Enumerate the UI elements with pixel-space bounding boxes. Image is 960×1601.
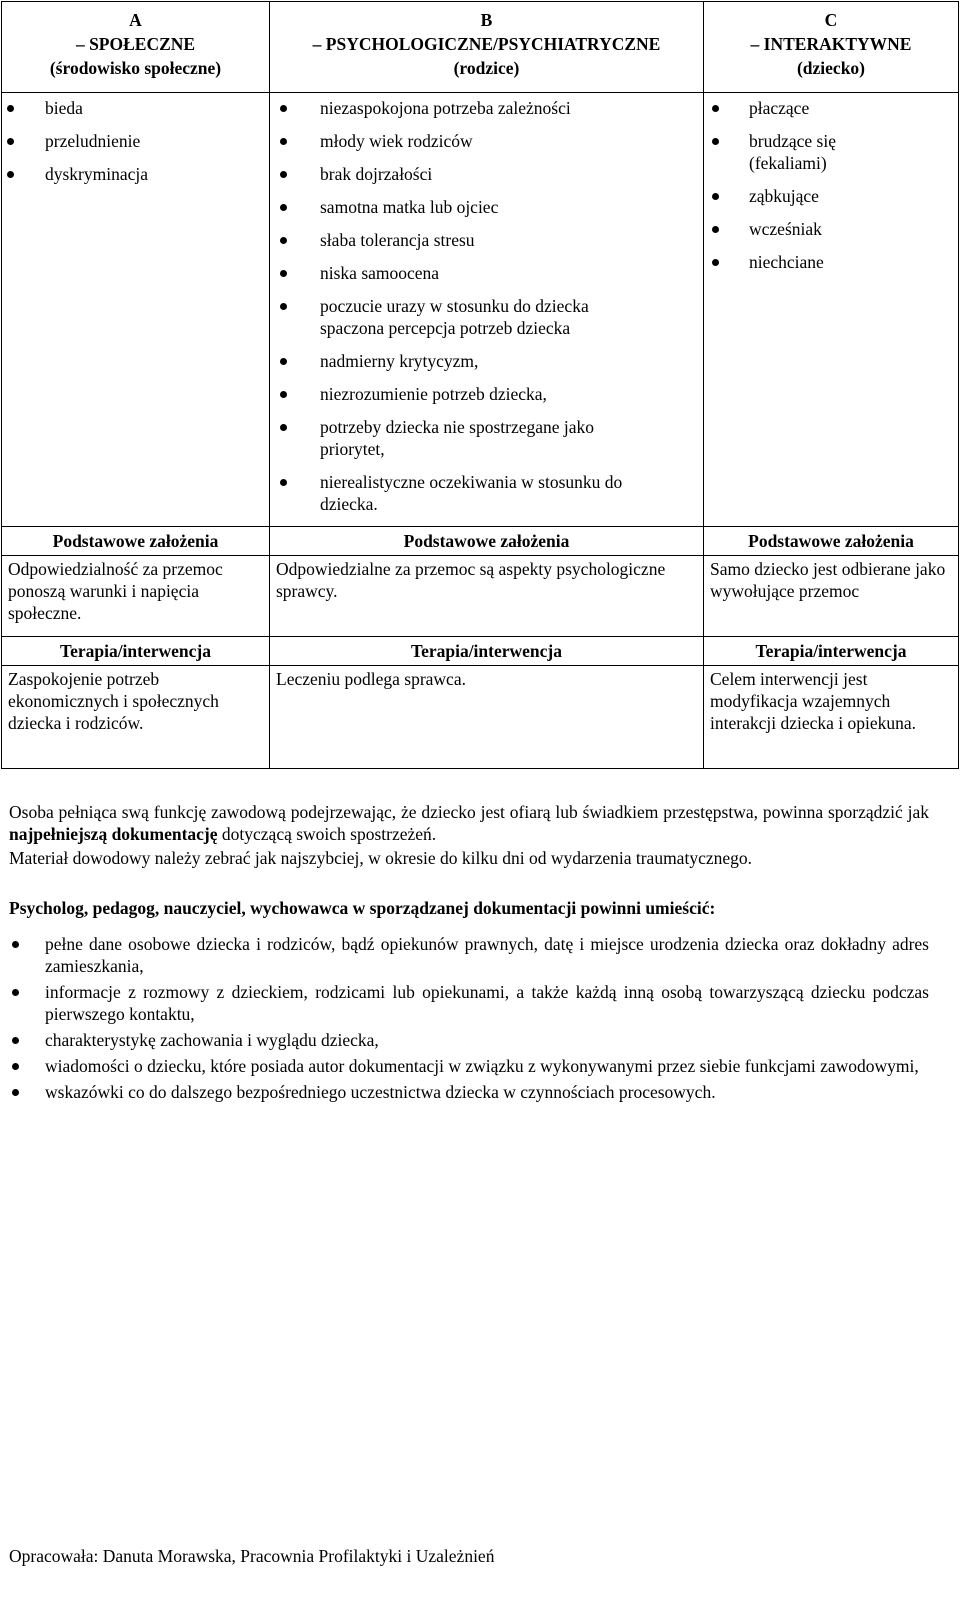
factor-list-b — [270, 97, 703, 515]
list-item: niechciane — [704, 251, 958, 273]
assumption-b: Odpowiedzialne za przemoc są aspekty psychologiczne sprawcy. — [270, 556, 704, 637]
list-item: wcześniak — [704, 218, 958, 240]
column-header-b — [270, 2, 704, 93]
list-item: wskazówki co do dalszego bezpośredniego uczestnictwa dziecka w czynnościach procesowych. — [9, 1081, 929, 1103]
assumption-c: Samo dziecko jest odbierane jako wywołujące przemoc — [704, 556, 959, 637]
therapy-c: Celem interwencji jest modyfikacja wzajemnych interakcji dziecka i opiekuna. — [704, 666, 959, 769]
section-label: Terapia/interwencja — [2, 637, 270, 666]
list-item: bieda — [2, 97, 269, 119]
therapy-b: Leczeniu podlega sprawca. — [270, 666, 704, 769]
column-letter: C — [824, 10, 838, 30]
list-item: samotna matka lub ojciec — [270, 196, 703, 218]
column-subtitle: (dziecko) — [796, 58, 866, 78]
list-item: dyskryminacja — [2, 163, 269, 185]
therapy-header-row — [2, 637, 959, 666]
list-item: potrzeby dziecka nie spostrzegane jako priorytet, — [270, 416, 650, 460]
list-item: niska samoocena — [270, 262, 703, 284]
factors-cell-b — [270, 93, 704, 527]
list-item: przeludnienie — [2, 130, 269, 152]
column-subtitle: (środowisko społeczne) — [49, 58, 222, 78]
column-letter: A — [129, 10, 142, 30]
list-item: słaba tolerancja stresu — [270, 229, 703, 251]
list-item: charakterystykę zachowania i wyglądu dziecka, — [9, 1029, 929, 1051]
therapy-row — [2, 666, 959, 769]
therapy-a: Zaspokojenie potrzeb ekonomicznych i społecznych dziecka i rodziców. — [2, 666, 270, 769]
section-label: Terapia/interwencja — [270, 637, 704, 666]
factors-cell-c — [704, 93, 959, 527]
column-subtitle: (rodzice) — [453, 58, 520, 78]
assumptions-header-row — [2, 527, 959, 556]
paragraph-text: dotyczącą swoich spostrzeżeń. — [217, 824, 437, 844]
emphasis-text: najpełniejszą dokumentację — [9, 824, 218, 844]
column-title: – INTERAKTYWNE — [750, 34, 912, 54]
factors-row — [2, 93, 959, 527]
list-item: wiadomości o dziecku, które posiada autor dokumentacji w związku z wykonywanymi przez siebie funkcjami zawodowymi, — [9, 1055, 929, 1077]
list-item: nierealistyczne oczekiwania w stosunku do dziecka. — [270, 471, 680, 515]
factor-list-a — [2, 97, 269, 185]
assumption-a: Odpowiedzialność za przemoc ponoszą warunki i napięcia społeczne. — [2, 556, 270, 637]
assumptions-row — [2, 556, 959, 637]
list-item: niezrozumienie potrzeb dziecka, — [270, 383, 703, 405]
models-table — [1, 1, 959, 769]
factor-list-c — [704, 97, 958, 273]
requirements-list — [9, 933, 929, 1103]
paragraph-text: Osoba pełniąca swą funkcję zawodową podejrzewając, że dziecko jest ofiarą lub świadkiem przestępstwa, powinna sporządzić jak — [9, 802, 929, 822]
list-item: poczucie urazy w stosunku do dziecka spaczona percepcja potrzeb dziecka — [270, 295, 620, 339]
list-item: informacje z rozmowy z dzieckiem, rodzicami lub opiekunami, a także każdą inną osobą towarzyszącą dziecku podczas pierwszego kontaktu, — [9, 981, 929, 1025]
list-item: pełne dane osobowe dziecka i rodziców, bądź opiekunów prawnych, datę i miejsce urodzenia dziecka oraz dokładny adres zamieszkania, — [9, 933, 929, 977]
factors-cell-a — [2, 93, 270, 527]
documentation-requirements — [9, 933, 929, 1107]
column-header-c — [704, 2, 959, 93]
section-label: Podstawowe założenia — [2, 527, 270, 556]
section-heading: Psycholog, pedagog, nauczyciel, wychowawca w sporządzanej dokumentacji powinni umieścić: — [9, 898, 716, 918]
list-item: brak dojrzałości — [270, 163, 703, 185]
list-item: młody wiek rodziców — [270, 130, 703, 152]
evidence-paragraph: Materiał dowodowy należy zebrać jak najszybciej, w okresie do kilku dni od wydarzenia traumatycznego. — [9, 848, 752, 868]
list-item: ząbkujące — [704, 185, 958, 207]
section-label: Podstawowe założenia — [704, 527, 959, 556]
section-label: Terapia/interwencja — [704, 637, 959, 666]
column-title: – PSYCHOLOGICZNE/PSYCHIATRYCZNE — [312, 34, 661, 54]
table-header-row — [2, 2, 959, 93]
author-footer: Opracowała: Danuta Morawska, Pracownia Profilaktyki i Uzależnień — [9, 1546, 495, 1566]
column-title: – SPOŁECZNE — [75, 34, 196, 54]
list-item: płaczące — [704, 97, 958, 119]
column-letter: B — [480, 10, 493, 30]
section-label: Podstawowe założenia — [270, 527, 704, 556]
list-item: brudzące się (fekaliami) — [704, 130, 859, 174]
column-header-a — [2, 2, 270, 93]
documentation-paragraph — [9, 801, 929, 845]
list-item: niezaspokojona potrzeba zależności — [270, 97, 703, 119]
list-item: nadmierny krytycyzm, — [270, 350, 703, 372]
